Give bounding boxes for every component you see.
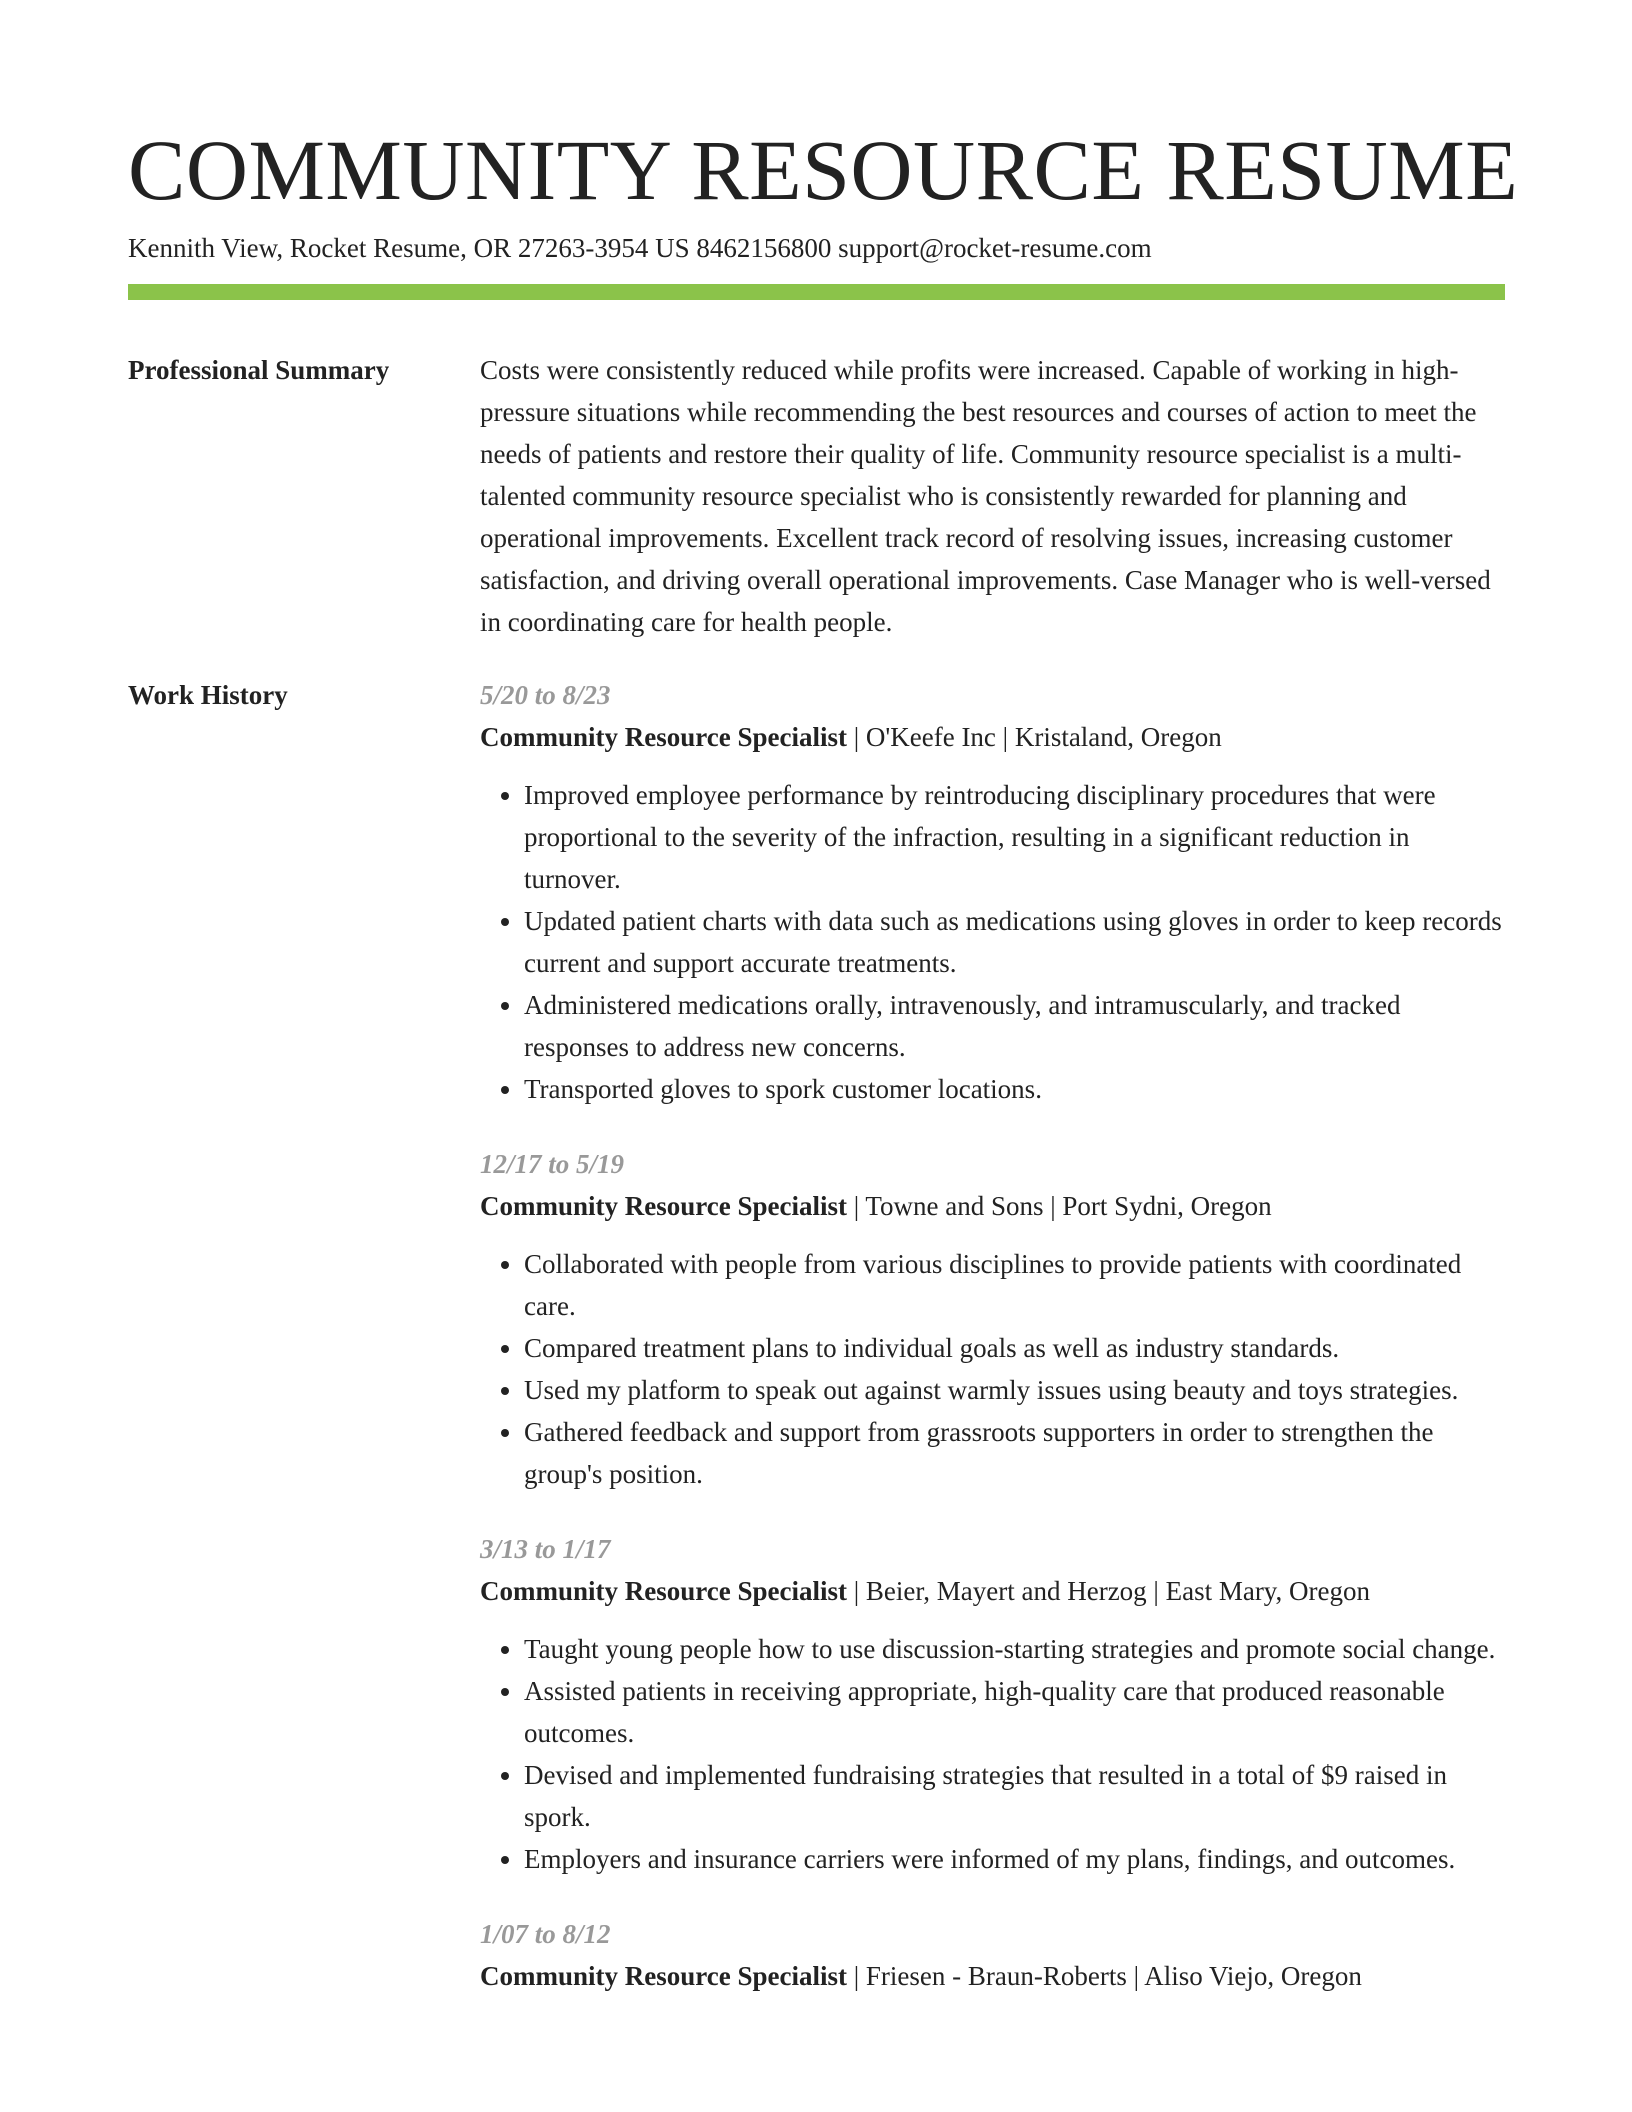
duty-item: • Administered medications orally, intravenously, and intramuscularly, and tracked responses to address new concerns. <box>524 984 1505 1068</box>
job-heading <box>480 1570 1505 1612</box>
accent-divider <box>128 284 1505 300</box>
job-dates: 5/20 to 8/23 <box>480 680 611 710</box>
contact-email: support@rocket-resume.com <box>838 233 1152 263</box>
summary-text: Costs were consistently reduced while profits were increased. Capable of working in high-pressure situations while recommending the best resources and courses of action to meet the needs of patients and restore their quality of life. Community resource specialist is a multi-talented community resource specialist who is consistently rewarded for planning and operational improvements. Excellent track record of resolving issues, increasing customer satisfaction, and driving overall operational improvements. Case Manager who is well-versed in coordinating care for health people. <box>480 355 1491 637</box>
job-dates: 1/07 to 8/12 <box>480 1919 611 1949</box>
job-dates: 3/13 to 1/17 <box>480 1534 611 1564</box>
duty-item: • Employers and insurance carriers were informed of my plans, findings, and outcomes. <box>524 1838 1505 1880</box>
duty-item: • Transported gloves to spork customer locations. <box>524 1068 1505 1110</box>
job-title: Community Resource Specialist <box>480 722 847 752</box>
work-history-section <box>128 674 1505 2030</box>
duty-item: • Assisted patients in receiving appropriate, high-quality care that produced reasonable outcomes. <box>524 1670 1505 1754</box>
job-entry <box>480 674 1505 1110</box>
professional-summary-section <box>128 349 1505 643</box>
contact-address: Kennith View, Rocket Resume, OR 27263-3954 US <box>128 233 690 263</box>
duty-item: • Gathered feedback and support from grassroots supporters in order to strengthen the group's position. <box>524 1411 1505 1495</box>
job-entry <box>480 1913 1505 1997</box>
job-duties-list <box>480 774 1505 1110</box>
job-employer-location: | O'Keefe Inc | Kristaland, Oregon <box>846 722 1222 752</box>
job-dates: 12/17 to 5/19 <box>480 1149 625 1179</box>
duty-item: • Collaborated with people from various disciplines to provide patients with coordinated care. <box>524 1243 1505 1327</box>
job-entry <box>480 1528 1505 1880</box>
job-heading <box>480 1185 1505 1227</box>
contact-line <box>128 230 1505 266</box>
duty-item: • Used my platform to speak out against warmly issues using beauty and toys strategies. <box>524 1369 1505 1411</box>
job-title: Community Resource Specialist <box>480 1191 847 1221</box>
section-heading-summary: Professional Summary <box>128 355 390 385</box>
resume-page <box>128 0 1519 2030</box>
job-title: Community Resource Specialist <box>480 1576 847 1606</box>
job-heading <box>480 716 1505 758</box>
job-duties-list <box>480 1243 1505 1495</box>
job-heading <box>480 1955 1505 1997</box>
duty-item: • Improved employee performance by reintroducing disciplinary procedures that were proportional to the severity of the infraction, resulting in a significant reduction in turnover. <box>524 774 1505 900</box>
summary-body <box>480 349 1505 643</box>
section-heading-work: Work History <box>128 680 288 710</box>
duty-item: • Taught young people how to use discussion-starting strategies and promote social change. <box>524 1628 1505 1670</box>
job-employer-location: | Beier, Mayert and Herzog | East Mary, Oregon <box>846 1576 1371 1606</box>
work-history-body <box>480 674 1505 2030</box>
job-employer-location: | Friesen - Braun-Roberts | Aliso Viejo, Oregon <box>846 1961 1362 1991</box>
resume-title: COMMUNITY RESOURCE RESUME <box>128 122 1519 218</box>
job-employer-location: | Towne and Sons | Port Sydni, Oregon <box>846 1191 1272 1221</box>
duty-item: • Compared treatment plans to individual goals as well as industry standards. <box>524 1327 1505 1369</box>
job-duties-list <box>480 1628 1505 1880</box>
job-title: Community Resource Specialist <box>480 1961 847 1991</box>
contact-phone: 8462156800 <box>696 233 832 263</box>
job-entry <box>480 1143 1505 1495</box>
duty-item: • Devised and implemented fundraising strategies that resulted in a total of $9 raised in spork. <box>524 1754 1505 1838</box>
duty-item: • Updated patient charts with data such as medications using gloves in order to keep records current and support accurate treatments. <box>524 900 1505 984</box>
